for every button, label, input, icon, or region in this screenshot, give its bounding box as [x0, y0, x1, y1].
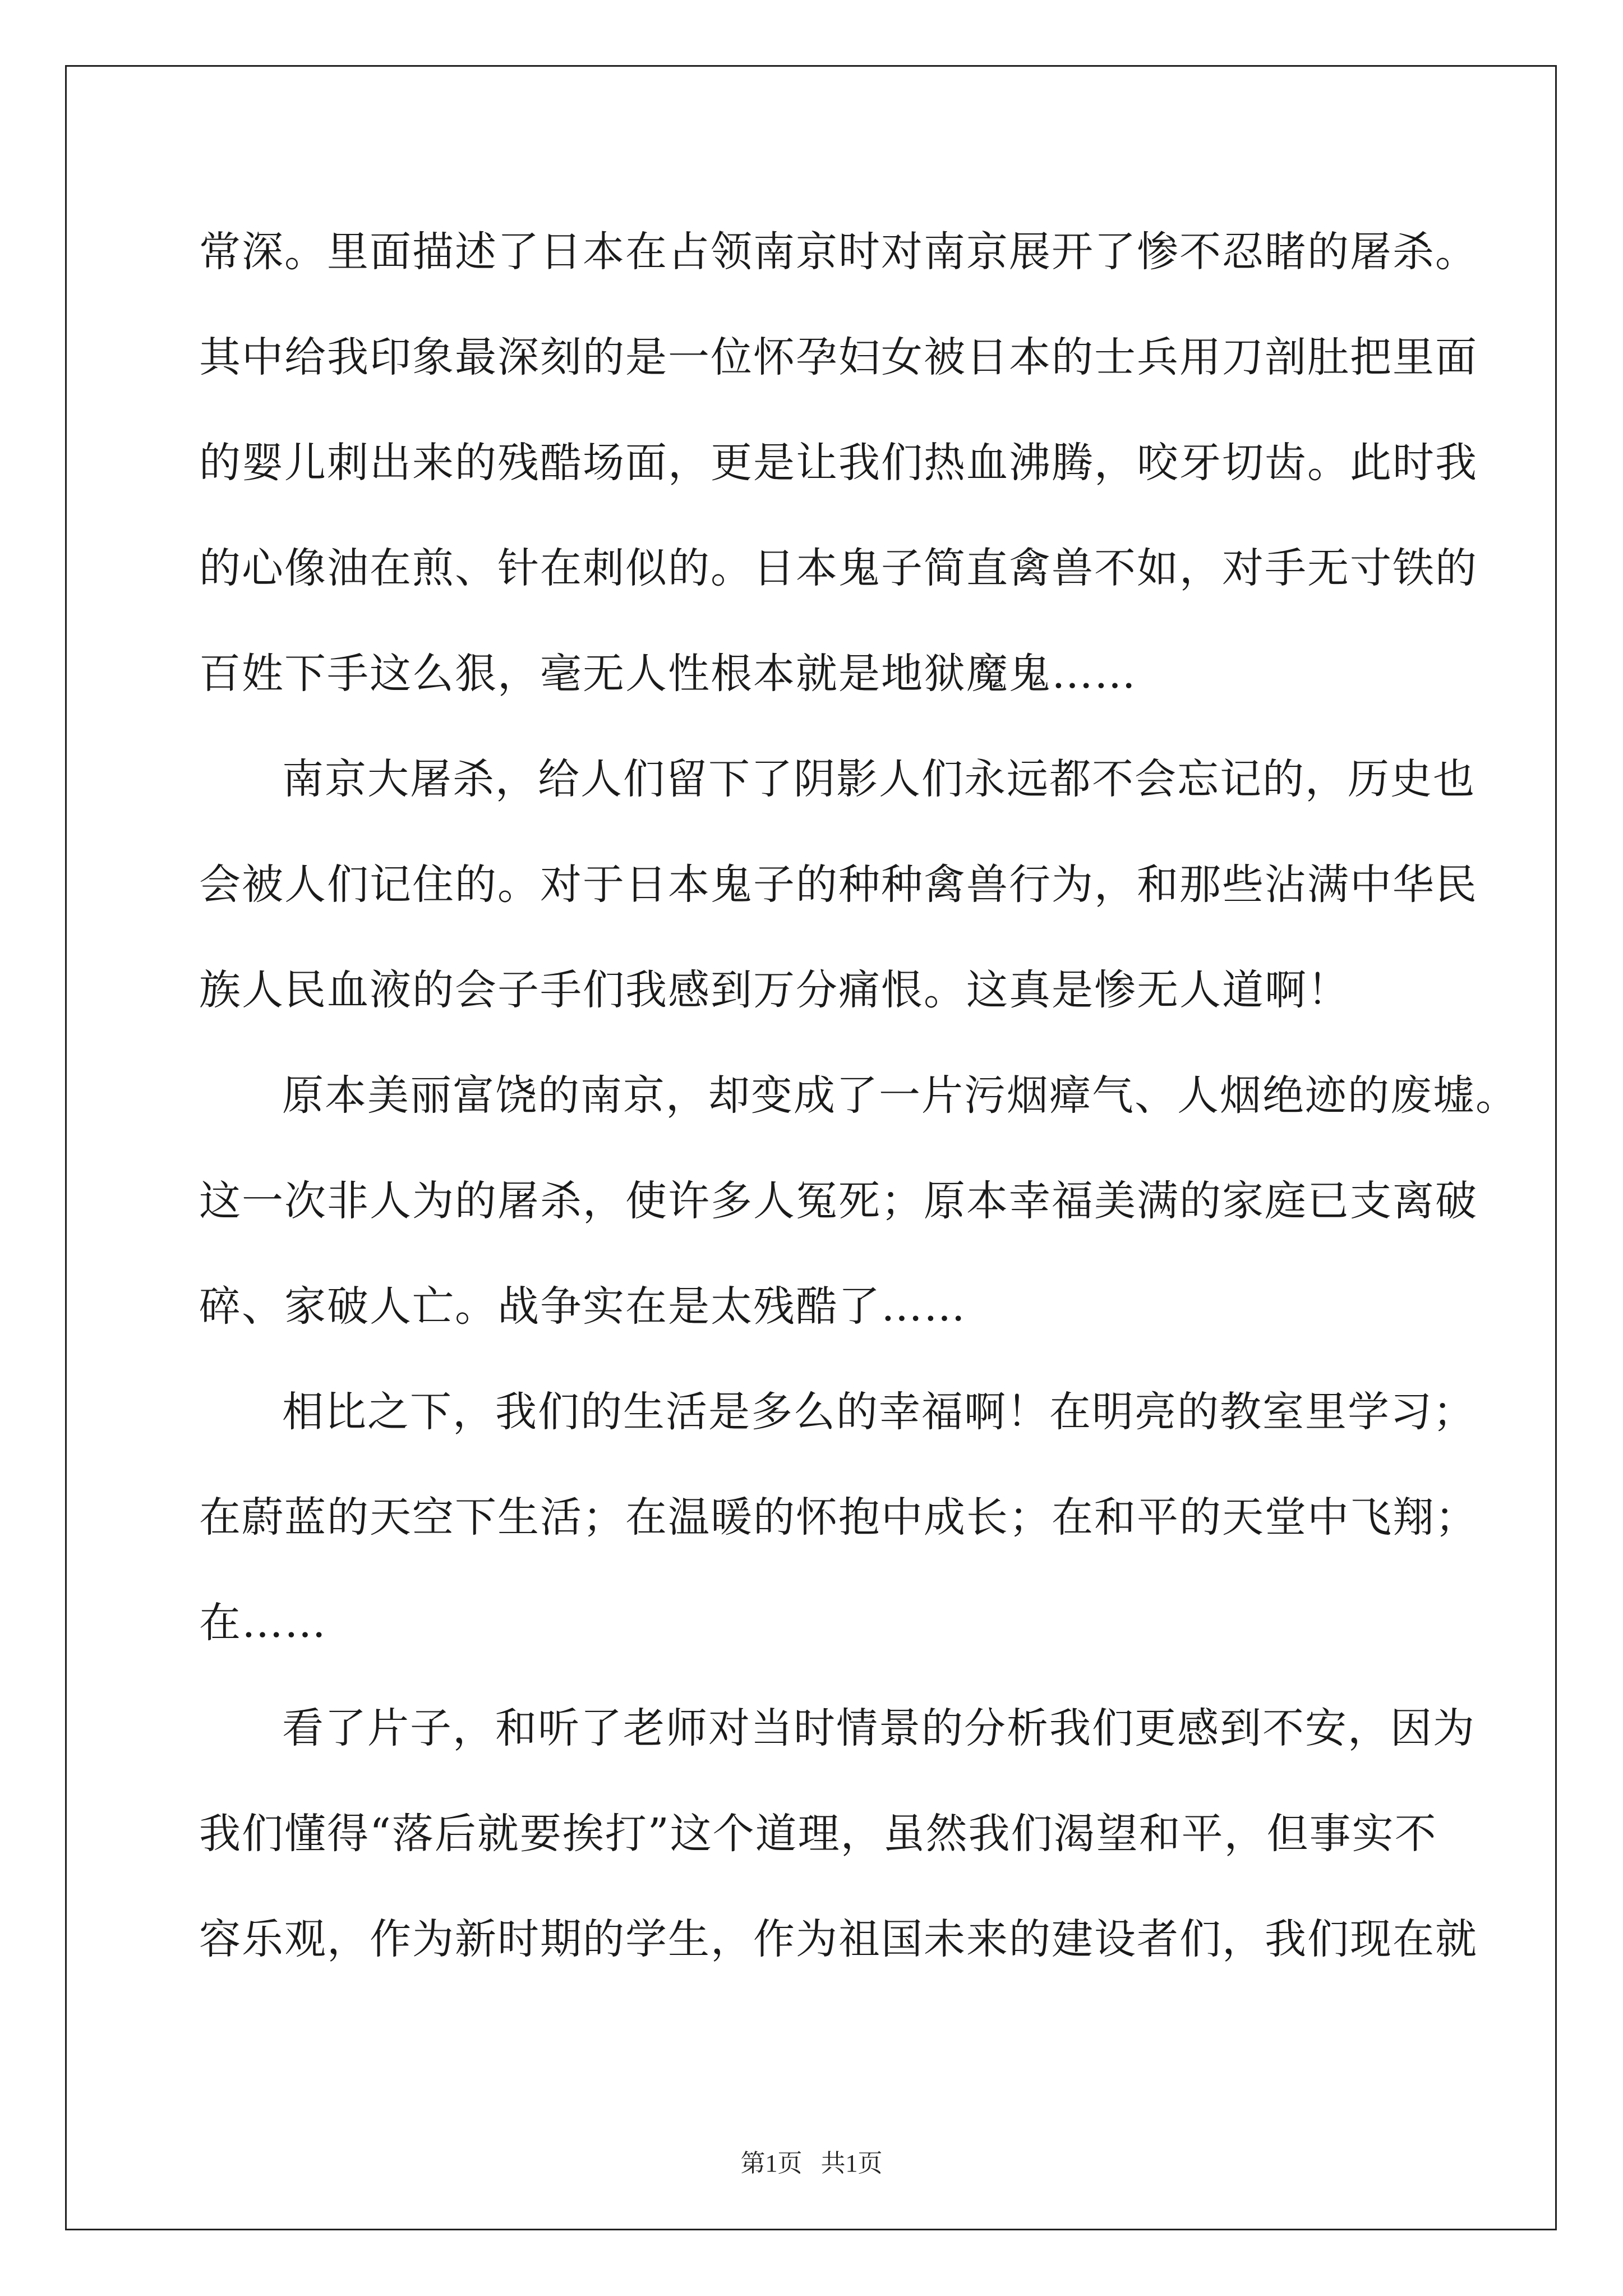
paragraph-start-line: 南京大屠杀，给人们留下了阴影人们永远都不会忘记的，历史也: [282, 755, 1476, 803]
text-line: 碎、家破人亡。战争实在是太残酷了……: [199, 1282, 966, 1331]
text-line: 其中给我印象最深刻的是一位怀孕妇女被日本的士兵用刀剖肚把里面: [199, 333, 1478, 381]
text-line: 族人民血液的会子手们我感到万分痛恨。这真是惨无人道啊！: [199, 966, 1350, 1014]
total-pages: 共1页: [820, 2150, 883, 2177]
text-line: 容乐观，作为新时期的学生，作为祖国未来的建设者们，我们现在就: [199, 1915, 1478, 1963]
text-line: 的心像油在煎、针在刺似的。日本鬼子简直禽兽不如，对手无寸铁的: [199, 544, 1478, 592]
page-number: 第1页: [740, 2150, 803, 2177]
page-footer: [0, 2143, 1623, 2179]
document-body: [199, 199, 1518, 1992]
text-line: 常深。里面描述了日本在占领南京时对南京展开了惨不忍睹的屠杀。: [199, 228, 1478, 276]
text-line: 会被人们记住的。对于日本鬼子的种种禽兽行为，和那些沾满中华民: [199, 861, 1478, 909]
paragraph-start-line: 相比之下，我们的生活是多么的幸福啊！在明亮的教室里学习；: [282, 1388, 1476, 1436]
paragraph-start-line: 看了片子，和听了老师对当时情景的分析我们更感到不安，因为: [282, 1704, 1476, 1752]
text-line: 这一次非人为的屠杀，使许多人冤死；原本幸福美满的家庭已支离破: [199, 1177, 1478, 1225]
text-line: 百姓下手这么狠，毫无人性根本就是地狱魔鬼……: [199, 650, 1137, 698]
text-line: 在蔚蓝的天空下生活；在温暖的怀抱中成长；在和平的天堂中飞翔；: [199, 1493, 1478, 1542]
text-line: 在……: [199, 1599, 327, 1647]
paragraph-start-line: 原本美丽富饶的南京，却变成了一片污烟瘴气、人烟绝迹的废墟。: [282, 1071, 1518, 1120]
text-line: 我们懂得“落后就要挨打”这个道理，虽然我们渴望和平，但事实不: [199, 1810, 1437, 1858]
text-line: 的婴儿刺出来的残酷场面，更是让我们热血沸腾，咬牙切齿。此时我: [199, 439, 1478, 487]
